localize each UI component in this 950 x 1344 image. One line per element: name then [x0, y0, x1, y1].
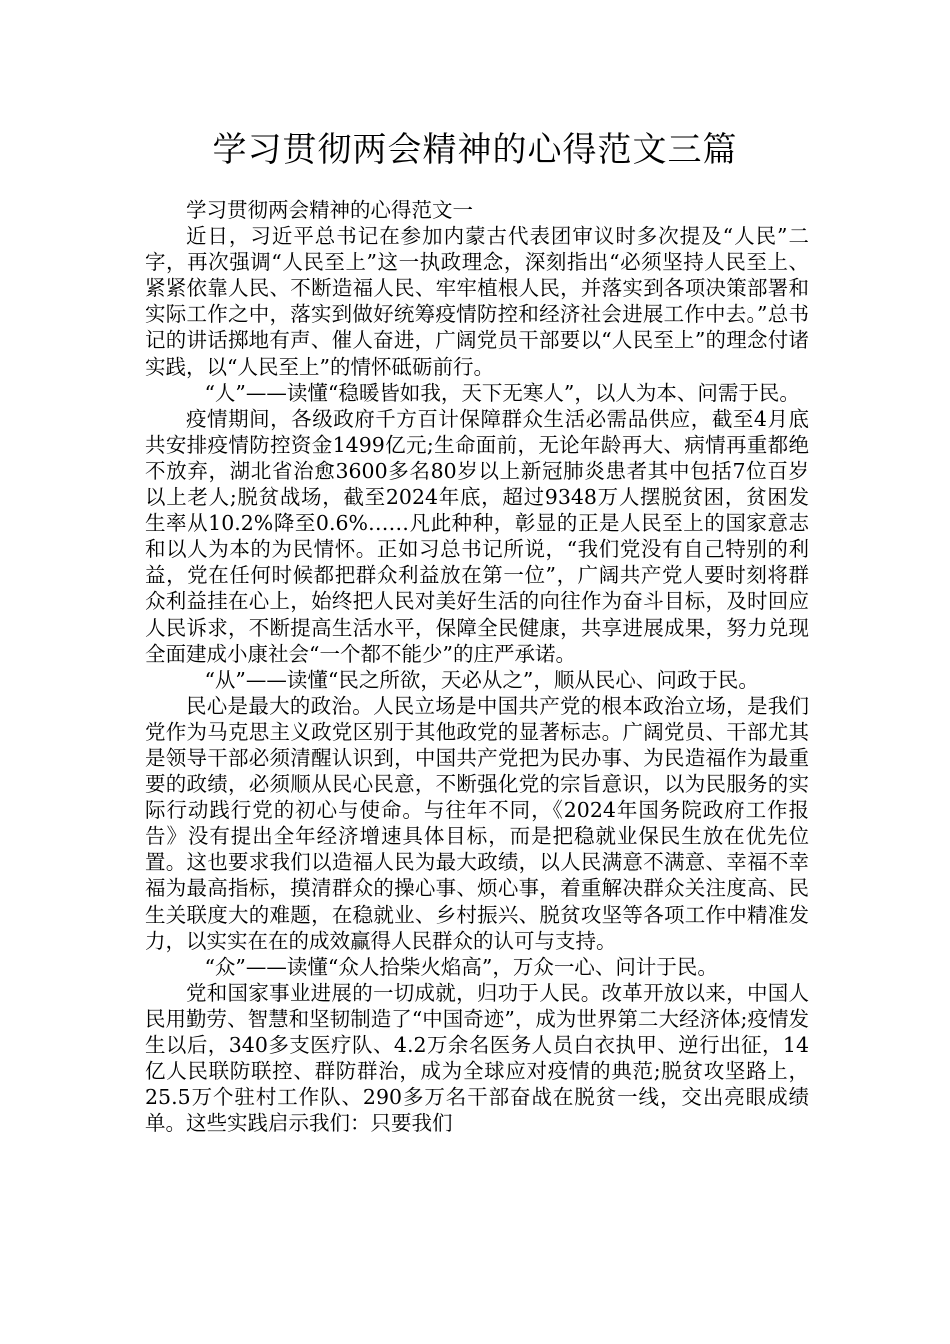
section-heading-zhong: “众”——读懂“众人拾柴火焰高”，万众一心、问计于民。	[204, 954, 718, 979]
document-body	[145, 197, 809, 1136]
section-subtitle: 学习贯彻两会精神的心得范文一	[186, 198, 473, 222]
section-heading-ren: “人”——读懂“稳暖皆如我，天下无寒人”，以人为本、问需于民。	[204, 380, 800, 405]
paragraph: 党和国家事业进展的一切成就，归功于人民。改革开放以来，中国人民用勤劳、智慧和坚韧制造了“中国奇迹”，成为世界第二大经济体;疫情发生以后，340多支医疗队、4.2万余名医务人员白衣执甲、逆行出征，14亿人民联防联控、群防群治，成为全球应对疫情的典范;脱贫攻坚路上，25.5万个驻村工作队、290多万名干部奋战在脱贫一线，交出亮眼成绩单。这些实践启示我们：只要我们	[145, 980, 809, 1136]
paragraph: 近日，习近平总书记在参加内蒙古代表团审议时多次提及“人民”二字，再次强调“人民至上”这一执政理念，深刻指出“必须坚持人民至上、紧紧依靠人民、不断造福人民、牢牢植根人民，并落实到各项决策部署和实际工作之中，落实到做好统筹疫情防控和经济社会进展工作中去。”总书记的讲话掷地有声、催人奋进，广阔党员干部要以“人民至上”的理念付诸实践，以“人民至上”的情怀砥砺前行。	[145, 224, 809, 379]
document-title: 学习贯彻两会精神的心得范文三篇	[212, 130, 738, 170]
paragraph: 民心是最大的政治。人民立场是中国共产党的根本政治立场，是我们党作为马克思主义政党区别于其他政党的显著标志。广阔党员、干部尤其是领导干部必须清醒认识到，中国共产党把为民办事、为民造福作为最重要的政绩，必须顺从民心民意，不断强化党的宗旨意识，以为民服务的实际行动践行党的初心与使命。与往年不同，《2024年国务院政府工作报告》没有提出全年经济增速具体目标，而是把稳就业保民生放在优先位置。这也要求我们以造福人民为最大政绩，以人民满意不满意、幸福不幸福为最高指标，摸清群众的操心事、烦心事，着重解决群众关注度高、民生关联度大的难题，在稳就业、乡村振兴、脱贫攻坚等各项工作中精准发力，以实实在在的成效赢得人民群众的认可与支持。	[145, 693, 809, 953]
paragraph: 疫情期间，各级政府千方百计保障群众生活必需品供应，截至4月底共安排疫情防控资金1499亿元;生命面前，无论年龄再大、病情再重都绝不放弃，湖北省治愈3600多名80岁以上新冠肺炎患者其中包括7位百岁以上老人;脱贫战场，截至2024年底，超过9348万人摆脱贫困，贫困发生率从10.2%降至0.6%……凡此种种，彰显的正是人民至上的国家意志和以人为本的为民情怀。正如习总书记所说，“我们党没有自己特别的利益，党在任何时候都把群众利益放在第一位”，广阔共产党人要时刻将群众利益挂在心上，始终把人民对美好生活的向往作为奋斗目标，及时回应人民诉求，不断提高生活水平，保障全民健康，共享进展成果，努力兑现全面建成小康社会“一个都不能少”的庄严承诺。	[145, 406, 809, 666]
section-heading-cong: “从”——读懂“民之所欲，天必从之”，顺从民心、问政于民。	[204, 667, 759, 692]
